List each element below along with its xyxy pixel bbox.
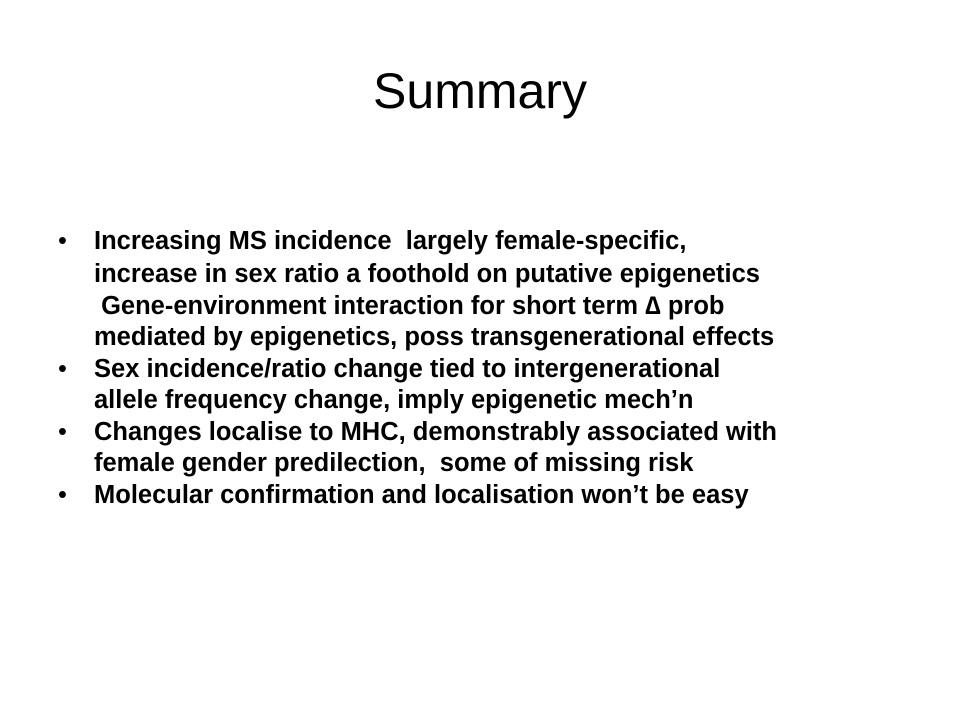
bullet-icon: •: [58, 355, 67, 383]
list-item: [58, 417, 958, 478]
list-item-text: female gender predilection, some of missing risk: [94, 448, 694, 477]
list-item: [58, 354, 958, 415]
bullet-list: [58, 226, 958, 511]
list-item-text: Gene-environment interaction for short term ∆ prob: [94, 292, 725, 320]
list-item-text: Increasing MS incidence largely female-specific,: [94, 227, 687, 255]
list-item-text: Changes localise to MHC, demonstrably associated with: [94, 418, 777, 446]
list-item-text: Molecular confirmation and localisation won’t be easy: [94, 481, 749, 509]
list-item: [58, 226, 958, 257]
bullet-icon: •: [58, 227, 67, 255]
list-item-text: mediated by epigenetics, poss transgenerational effects: [94, 322, 775, 351]
bullet-icon: •: [58, 418, 67, 446]
list-item: [58, 480, 958, 511]
slide-title: Summary: [373, 63, 587, 119]
list-item-text: increase in sex ratio a foothold on putative epigenetics: [94, 259, 760, 288]
list-item: [58, 259, 958, 290]
list-item-text: Sex incidence/ratio change tied to intergenerational: [94, 355, 721, 383]
list-item: [58, 291, 958, 352]
bullet-icon: •: [58, 481, 67, 509]
list-item-text: allele frequency change, imply epigenetic mech’n: [94, 385, 694, 414]
